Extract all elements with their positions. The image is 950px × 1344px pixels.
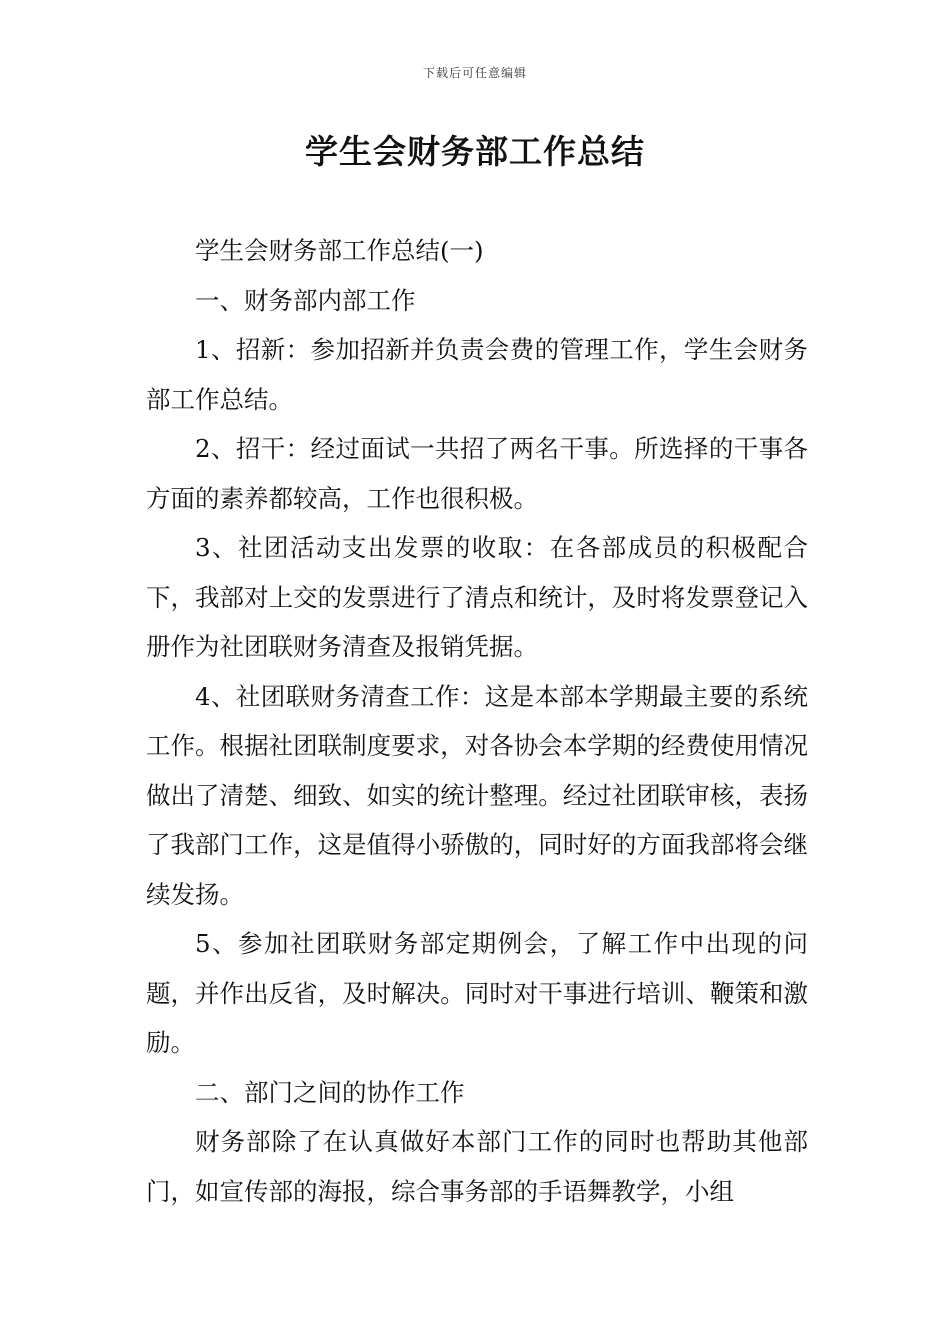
header-note: 下载后可任意编辑 — [422, 66, 527, 80]
body-paragraph: 5、参加社团联财务部定期例会，了解工作中出现的问题，并作出反省，及时解决。同时对干事进行培训、鞭策和激励。 — [146, 929, 808, 1057]
body-paragraph: 3、社团活动支出发票的收取：在各部成员的积极配合下，我部对上交的发票进行了清点和统计，及时将发票登记入册作为社团联财务清查及报销凭据。 — [146, 533, 808, 661]
body-paragraph: 4、社团联财务清查工作：这是本部本学期最主要的系统工作。根据社团联制度要求，对各协会本学期的经费使用情况做出了清楚、细致、如实的统计整理。经过社团联审核，表扬了我部门工作，这是值得小骄傲的，同时好的方面我部将会继续发扬。 — [146, 681, 808, 909]
document-title: 学生会财务部工作总结 — [305, 132, 645, 171]
body-paragraph: 1、招新：参加招新并负责会费的管理工作，学生会财务部工作总结。 — [146, 335, 808, 414]
subsection-heading: 一、财务部内部工作 — [195, 285, 416, 315]
section-heading: 学生会财务部工作总结(一) — [195, 236, 484, 265]
document-body — [146, 226, 808, 1216]
body-paragraph: 财务部除了在认真做好本部门工作的同时也帮助其他部门，如宣传部的海报，综合事务部的手语舞教学，小组 — [146, 1127, 808, 1206]
subsection-heading: 二、部门之间的协作工作 — [195, 1077, 465, 1107]
body-paragraph: 2、招干：经过面试一共招了两名干事。所选择的干事各方面的素养都较高，工作也很积极。 — [146, 434, 808, 513]
